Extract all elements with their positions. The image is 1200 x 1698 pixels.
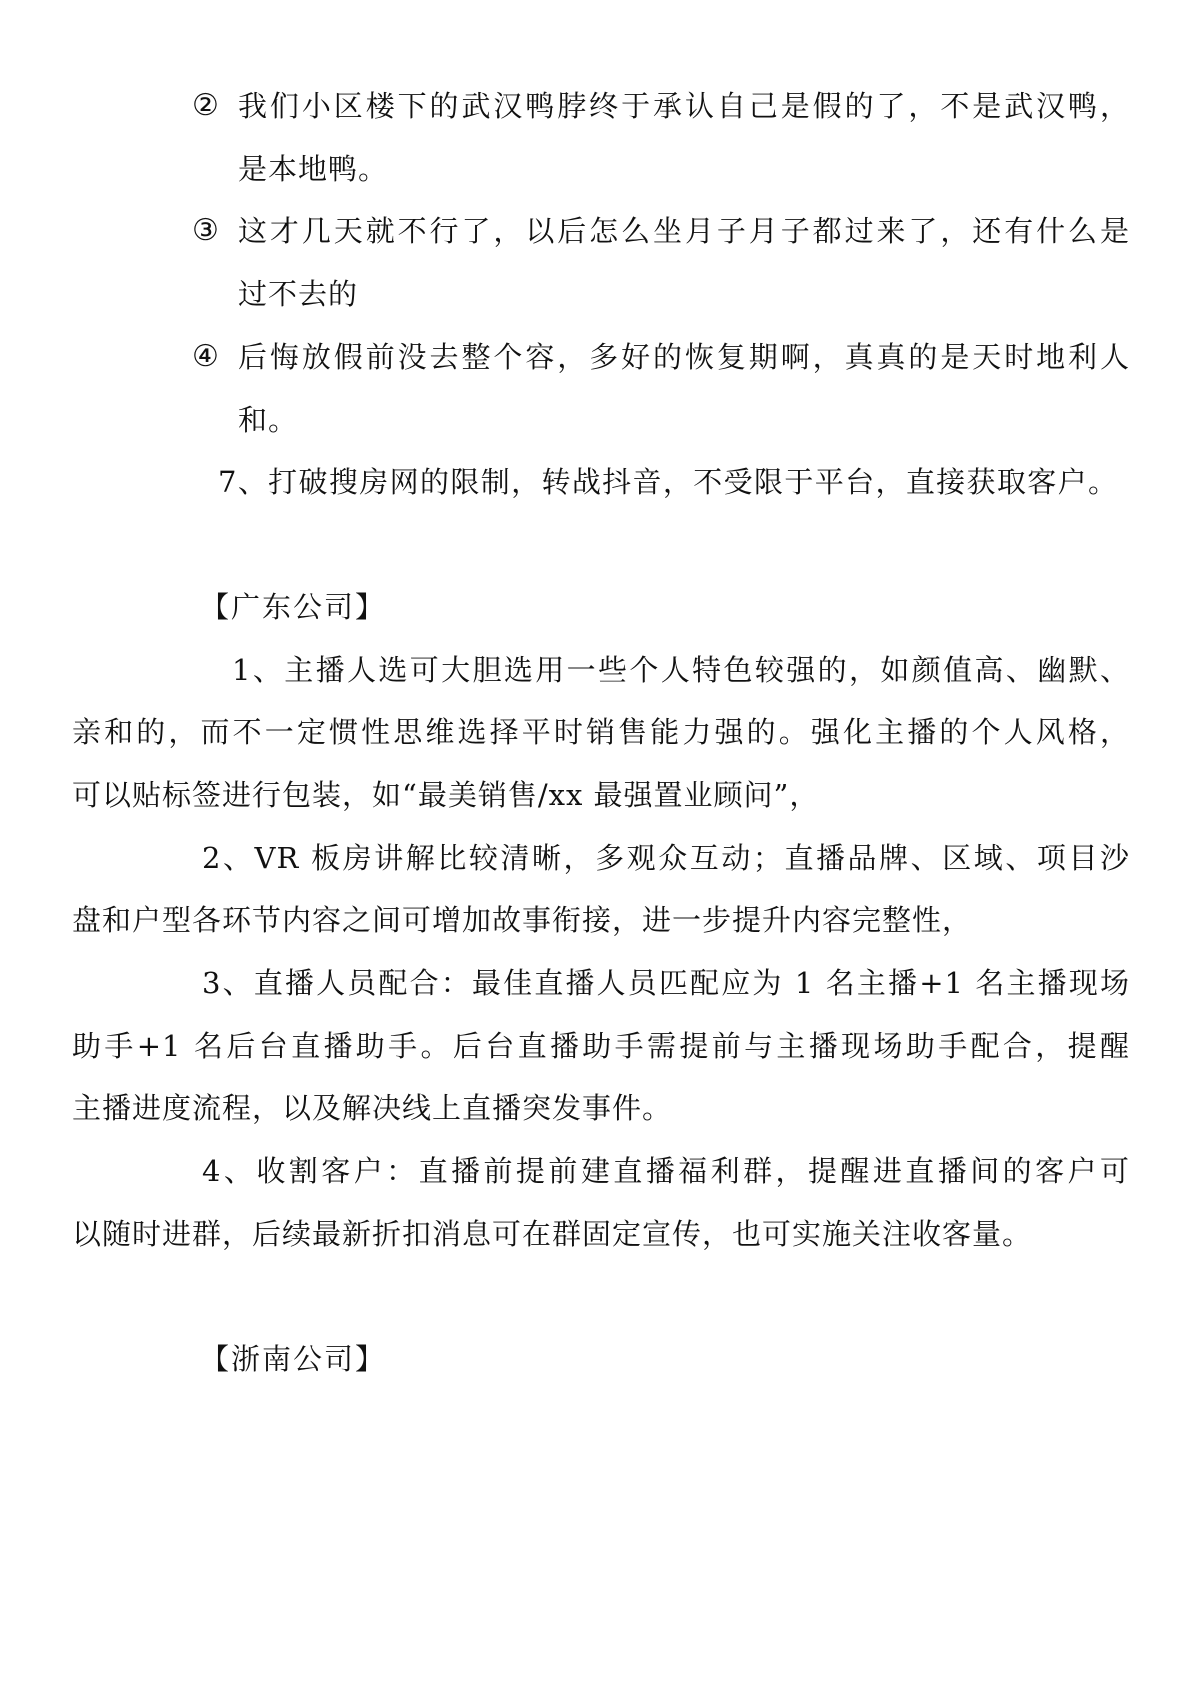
list-marker-3: ③ (192, 213, 219, 248)
point-7-text: 7、打破搜房网的限制，转战抖音，不受限于平台，直接获取客户。 (218, 465, 1118, 499)
guangdong-p1-line-1: 1、主播人选可大胆选用一些个人特色较强的，如颜值高、幽默、 (232, 653, 1130, 687)
guangdong-p3-line-1: 3、直播人员配合：最佳直播人员匹配应为 1 名主播+1 名主播现场 (202, 966, 1130, 1000)
guangdong-p4-line-1: 4、收割客户：直播前提前建直播福利群，提醒进直播间的客户可 (202, 1154, 1130, 1188)
guangdong-p3-line-3: 主播进度流程，以及解决线上直播突发事件。 (72, 1091, 673, 1125)
list-marker-4: ④ (192, 339, 219, 374)
list-item-4-line-1: 后悔放假前没去整个容，多好的恢复期啊，真真的是天时地利人 (238, 340, 1130, 374)
guangdong-p2-line-1: 2、VR 板房讲解比较清晰，多观众互动；直播品牌、区域、项目沙 (202, 841, 1130, 875)
list-item-2-line-1: 我们小区楼下的武汉鸭脖终于承认自己是假的了，不是武汉鸭， (238, 89, 1130, 123)
guangdong-p1-line-2: 亲和的，而不一定惯性思维选择平时销售能力强的。强化主播的个人风格， (72, 715, 1130, 749)
section-heading-guangdong: 【广东公司】 (200, 590, 387, 624)
guangdong-p2-line-2: 盘和户型各环节内容之间可增加故事衔接，进一步提升内容完整性， (72, 903, 973, 937)
guangdong-p1-line-3: 可以贴标签进行包装，如“最美销售/xx 最强置业顾问”， (72, 778, 820, 812)
list-item-2-line-2: 是本地鸭。 (238, 152, 389, 186)
list-marker-2: ② (192, 88, 219, 123)
guangdong-p4-line-2: 以随时进群，后续最新折扣消息可在群固定宣传，也可实施关注收客量。 (72, 1217, 1033, 1251)
list-item-3-line-2: 过不去的 (238, 277, 359, 311)
list-item-3-line-1: 这才几天就不行了，以后怎么坐月子月子都过来了，还有什么是 (238, 214, 1130, 248)
guangdong-p3-line-2: 助手+1 名后台直播助手。后台直播助手需提前与主播现场助手配合，提醒 (72, 1029, 1130, 1063)
list-item-4-line-2: 和。 (238, 403, 299, 437)
section-heading-zhenan: 【浙南公司】 (200, 1342, 387, 1376)
